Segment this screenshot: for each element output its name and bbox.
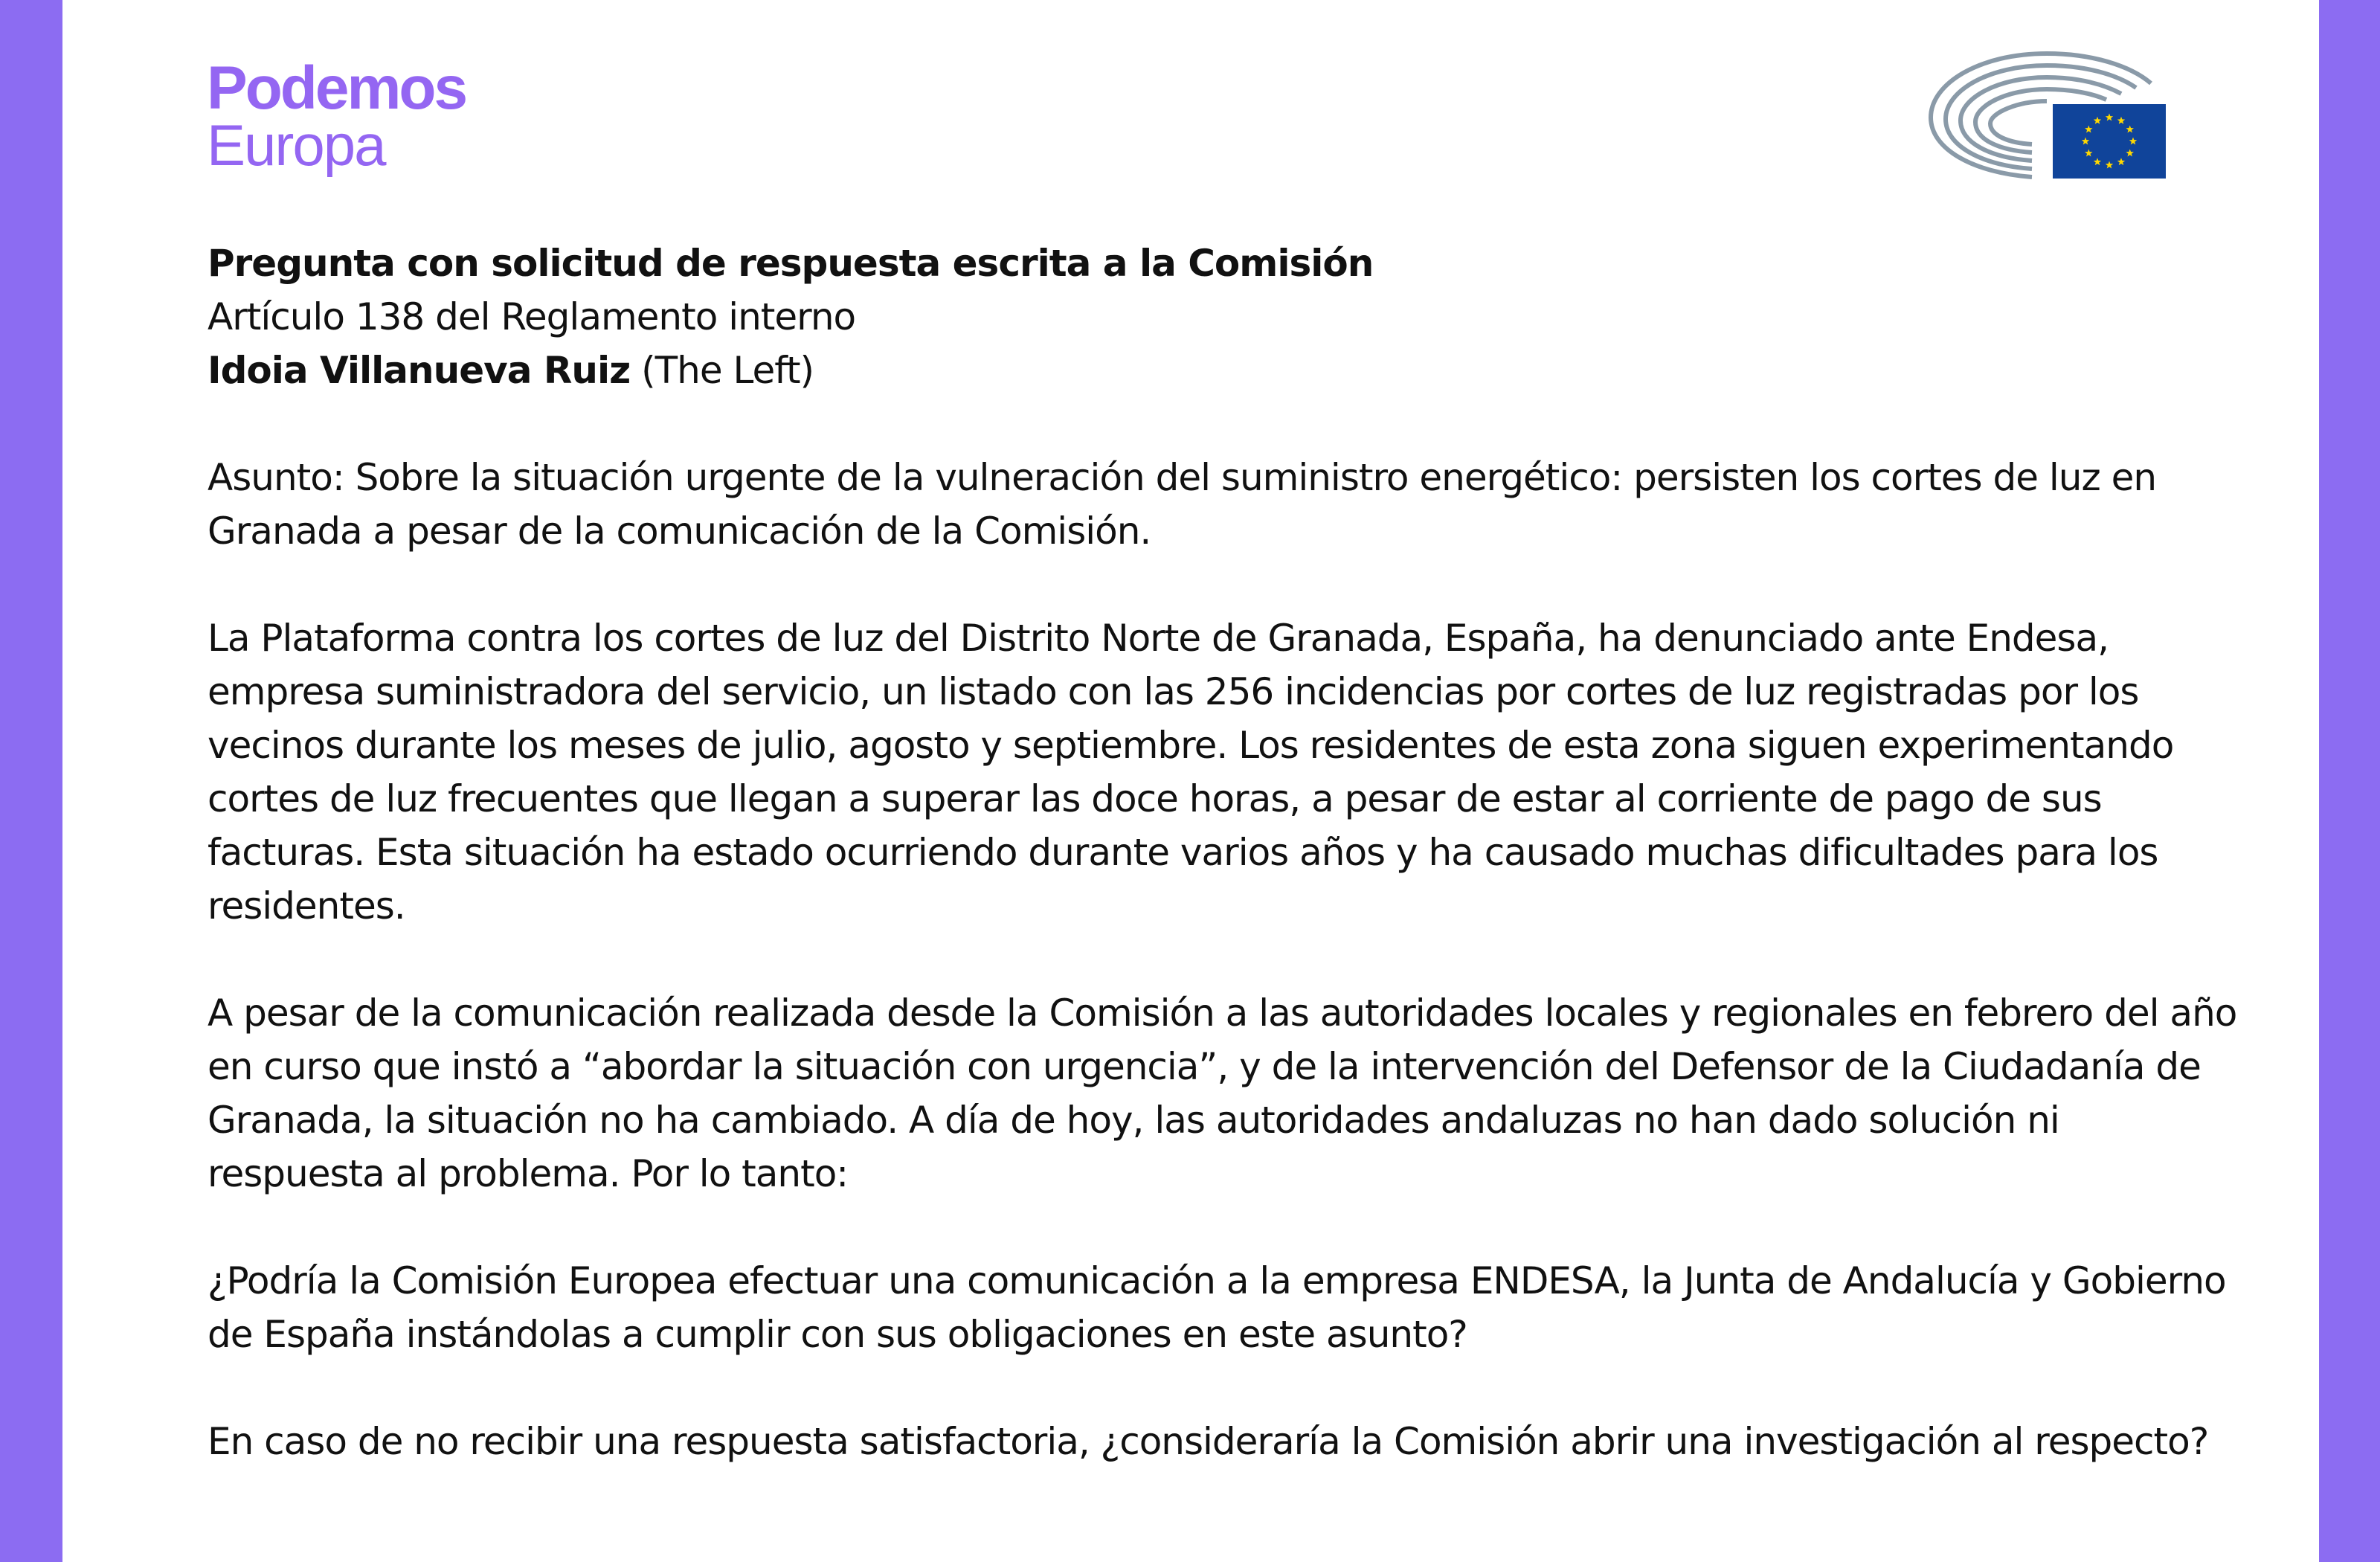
body-paragraph-1: La Plataforma contra los cortes de luz del Distrito Norte de Granada, España, ha denunciado ante Endesa, empresa suministradora del servicio, un listado con las 256 incidencias por cortes de luz registradas por los vecinos durante los meses de julio, agosto y septiembre. Los residentes de esta zona siguen experimentando cortes de luz frecuentes que llegan a superar las doce horas, a pesar de estar al corriente de pago de sus facturas. Esta situación ha estado ocurriendo durante varios años y ha causado muchas dificultades para los residentes. — [208, 617, 2174, 928]
logo-line-podemos: Podemos — [207, 54, 466, 122]
body-paragraph-2: A pesar de la comunicación realizada desde la Comisión a las autoridades locales y regionales en febrero del año en curso que instó a “abordar la situación con urgencia”, y de la intervención del Defensor de la Ciudadanía de Granada, la situación no ha cambiado. A día de hoy, las autoridades andaluzas no han dado solución ni respuesta al problema. Por lo tanto: — [208, 991, 2237, 1195]
author-name: Idoia Villanueva Ruiz — [208, 349, 631, 392]
question-2: En caso de no recibir una respuesta satisfactoria, ¿consideraría la Comisión abrir una investigación al respecto? — [208, 1420, 2209, 1463]
document-body — [208, 237, 2245, 1522]
eu-flag-icon — [2053, 104, 2166, 179]
logo-line-europa: Europa — [207, 112, 385, 178]
document-page — [62, 0, 2319, 1562]
author-line — [208, 344, 2245, 397]
question-header — [208, 237, 2245, 397]
document-title: Pregunta con solicitud de respuesta escrita a la Comisión — [208, 242, 1374, 285]
podemos-europa-logo — [207, 54, 466, 178]
question-1: ¿Podría la Comisión Europea efectuar una comunicación a la empresa ENDESA, la Junta de Andalucía y Gobierno de España instándolas a cumplir con sus obligaciones en este asunto? — [208, 1259, 2226, 1356]
rule-reference: Artículo 138 del Reglamento interno — [208, 295, 856, 338]
european-parliament-logo — [1920, 45, 2173, 181]
subject-paragraph: Asunto: Sobre la situación urgente de la vulneración del suministro energético: persisten los cortes de luz en Granada a pesar de la comunicación de la Comisión. — [208, 456, 2157, 553]
author-group: (The Left) — [630, 349, 814, 392]
